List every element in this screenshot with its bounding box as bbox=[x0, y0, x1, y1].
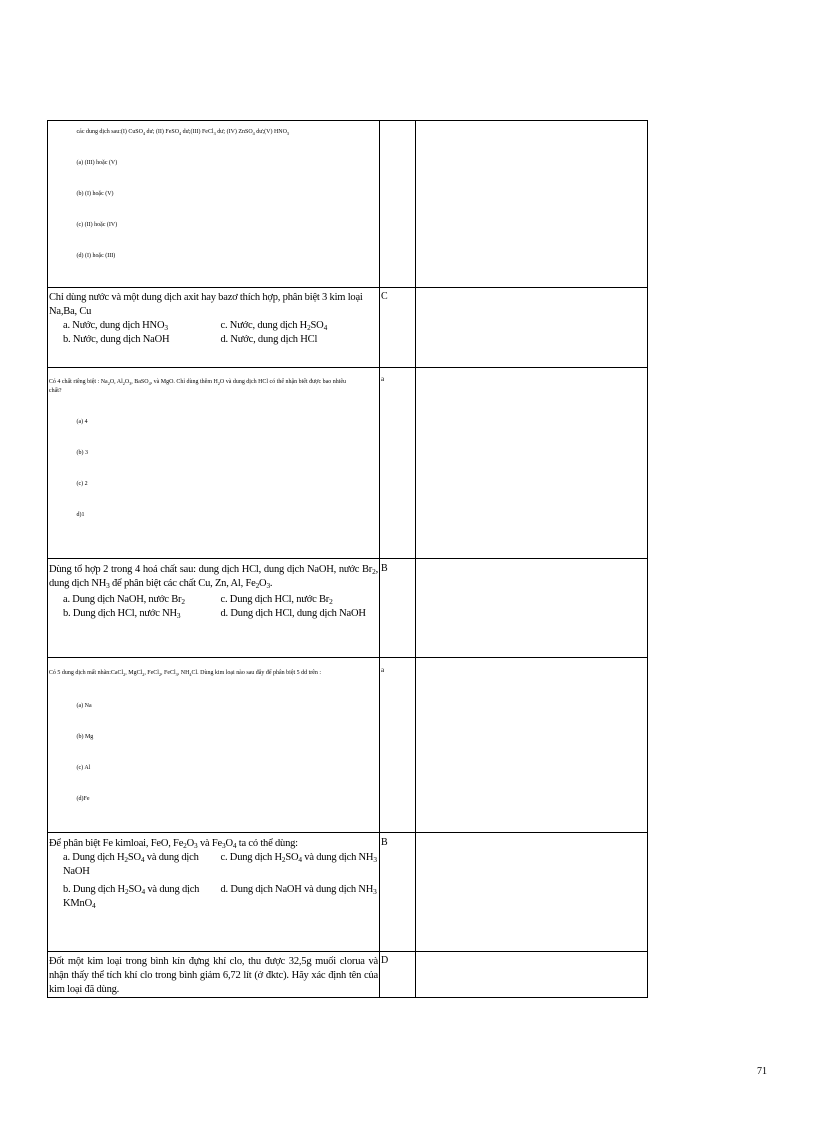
note-cell-7 bbox=[416, 952, 648, 998]
option-b: b. Dung dịch $H_2SO_4$ và dung dịch KMnO$_4$ bbox=[63, 884, 200, 910]
question-table bbox=[47, 120, 648, 998]
question-stem: Dùng tổ hợp 2 trong 4 hoá chất sau: dung dịch HCl, dung dịch NaOH, nước $Br_2$, dung dịch $NH_3$ để phân biệt các chất Cu, Zn, Al, $Fe_2O_3$. bbox=[49, 564, 378, 590]
note-cell-1 bbox=[416, 121, 648, 288]
option-d: d. Nước, dung dịch HCl bbox=[220, 334, 318, 345]
option-c: (c) (II) hoặc (IV) bbox=[76, 221, 118, 228]
answer-cell-1 bbox=[380, 121, 416, 288]
question-stem: Chỉ dùng nước và một dung dịch axit hay bazơ thích hợp, phân biệt 3 kim loại Na,Ba, Cu bbox=[49, 292, 363, 317]
note-cell-2 bbox=[416, 288, 648, 368]
question-cell-2 bbox=[48, 288, 380, 368]
option-b: b. Nước, dung dịch NaOH bbox=[63, 334, 170, 345]
option-d: (d)Fe bbox=[76, 795, 90, 802]
question-stem: Đốt một kim loại trong bình kín đựng khí clo, thu được 32,5g muối clorua và nhận thấy thể tích khí clo trong bình giảm 6,72 lít (ở đktc). Hãy xác định tên của kim loại đã dùng. bbox=[49, 956, 378, 995]
option-a: a. Dung dịch $H_2SO_4$ và dung dịch NaOH bbox=[63, 852, 199, 877]
question-cell-7 bbox=[48, 952, 380, 998]
option-b: (b) (I) hoặc (V) bbox=[76, 190, 114, 197]
question-cell-1 bbox=[48, 121, 380, 288]
question-row-7 bbox=[48, 952, 648, 998]
question-row-1 bbox=[48, 121, 648, 288]
answer-cell-2: C bbox=[380, 288, 416, 368]
question-row-4 bbox=[48, 559, 648, 658]
note-cell-6 bbox=[416, 833, 648, 952]
answer-cell-6: B bbox=[380, 833, 416, 952]
question-stem: Có 4 chất riêng biệt : $Na_2O$, $Al_2O_3$, BaSO$_4$, và MgO. Chỉ dùng thêm $H_2O$ và dung dịch HCl có thể nhận biết được bao nhiêu chất? bbox=[48, 378, 347, 394]
option-a: a. Nước, dung dịch $HNO_3$ bbox=[63, 320, 168, 332]
option-c: c. Dung dịch $H_2SO_4$ và dung dịch $NH_3$ bbox=[220, 852, 377, 864]
note-cell-5 bbox=[416, 658, 648, 833]
option-a: (a) (III) hoặc (V) bbox=[76, 159, 118, 166]
option-d: d. Dung dịch NaOH và dung dịch $NH_3$ bbox=[220, 884, 377, 896]
answer-cell-5: a bbox=[380, 658, 416, 833]
question-row-6 bbox=[48, 833, 648, 952]
answer-cell-3: a bbox=[380, 368, 416, 559]
note-cell-4 bbox=[416, 559, 648, 658]
question-row-5 bbox=[48, 658, 648, 833]
note-cell-3 bbox=[416, 368, 648, 559]
question-row-2 bbox=[48, 288, 648, 368]
option-c: c. Nước, dung dịch $H_2SO_4$ bbox=[220, 320, 328, 332]
question-cell-4 bbox=[48, 559, 380, 658]
question-cell-3 bbox=[48, 368, 380, 559]
question-row-3 bbox=[48, 368, 648, 559]
option-d: d. Dung dịch HCl, dung dịch NaOH bbox=[220, 608, 366, 619]
option-b: (b) 3 bbox=[76, 449, 88, 456]
option-a: (a) 4 bbox=[76, 418, 88, 425]
answer-cell-7: D bbox=[380, 952, 416, 998]
option-d: (d) (I) hoặc (III) bbox=[76, 252, 116, 259]
question-cell-6 bbox=[48, 833, 380, 952]
option-a: a. Dung dịch NaOH, nước $Br_2$ bbox=[63, 594, 185, 606]
option-d: d)1 bbox=[76, 511, 85, 518]
answer-cell-4: B bbox=[380, 559, 416, 658]
option-c: (c) Al bbox=[76, 764, 91, 771]
option-a: (a) Na bbox=[76, 702, 92, 709]
option-c: (c) 2 bbox=[76, 480, 88, 487]
question-stem: Có 5 dung dịch mất nhãn:CaCl$_2$, MgCl$_2$, FeCl$_2$, FeCl$_3$, $NH_4Cl$. Dùng kim loại nào sau đây để phân biệt 5 dd trên : bbox=[48, 669, 322, 677]
option-b: b. Dung dịch HCl, nước $NH_3$ bbox=[63, 608, 181, 620]
option-c: c. Dung dịch HCl, nước $Br_2$ bbox=[220, 594, 333, 606]
question-cell-5 bbox=[48, 658, 380, 833]
option-b: (b) Mg bbox=[76, 733, 94, 740]
page-number: 71 bbox=[757, 1066, 767, 1077]
question-stem: Để phân biệt Fe kimloai, FeO, $Fe_2O_3$ và $Fe_3O_4$ ta có thể dùng: bbox=[49, 838, 298, 850]
question-stem: các dung dịch sau:(I) CuSO$_4$ dư; (II) FeSO$_4$ dư;(III) FeCl$_3$ dư; (IV) ZnSO$_4$ dư;(V) $HNO_3$ bbox=[76, 128, 289, 136]
